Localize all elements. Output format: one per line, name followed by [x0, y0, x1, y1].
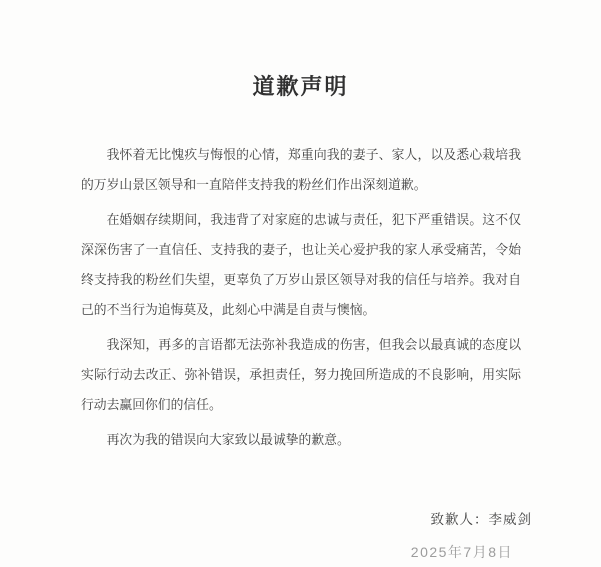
document-title: 道歉声明 — [252, 74, 349, 99]
body-paragraph-3: 我深知，再多的言语都无法弥补我造成的伤害，但我会以最真诚的态度以实际行动去改正、弥补错误，承担责任，努力挽回所造成的不良影响，用实际行动去赢回你们的信任。 — [81, 337, 521, 412]
body-paragraph-4: 再次为我的错误向大家致以最诚挚的歉意。 — [106, 432, 350, 447]
date-line: 2025年7月8日 — [410, 544, 513, 560]
document-body — [81, 140, 521, 460]
body-paragraph-1: 我怀着无比愧疚与悔恨的心情，郑重向我的妻子、家人，以及悉心栽培我的万岁山景区领导和一直陪伴支持我的粉丝们作出深刻道歉。 — [81, 147, 521, 192]
body-paragraph-2: 在婚姻存续期间，我违背了对家庭的忠诚与责任，犯下严重错误。这不仅深深伤害了一直信任、支持我的妻子，也让关心爱护我的家人承受痛苦，令始终支持我的粉丝们失望，更辜负了万岁山景区领导对我的信任与培养。我对自己的不当行为追悔莫及，此刻心中满是自责与懊恼。 — [81, 212, 521, 317]
signer-line: 致歉人：李威剑 — [430, 512, 532, 527]
